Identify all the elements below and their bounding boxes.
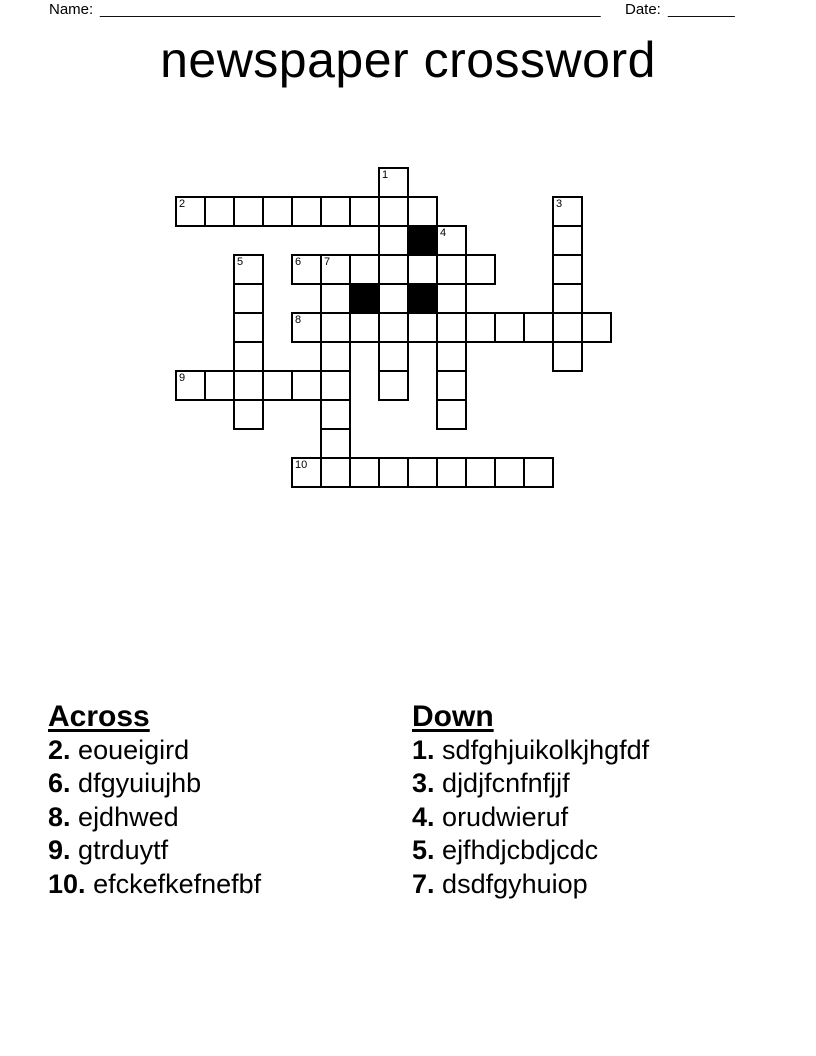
clue-item xyxy=(412,801,649,834)
grid-cell xyxy=(291,312,322,343)
clue-text: orudwieruf xyxy=(442,801,569,832)
grid-cell xyxy=(552,196,583,227)
grid-cell xyxy=(378,225,409,256)
grid-cell xyxy=(378,283,409,314)
grid-cell xyxy=(523,457,554,488)
across-clue-list xyxy=(48,734,261,901)
cell-number: 6 xyxy=(295,256,302,268)
grid-cell xyxy=(233,399,264,430)
grid-cell xyxy=(349,254,380,285)
grid-cell xyxy=(407,196,438,227)
grid-cell xyxy=(291,457,322,488)
down-clue-list xyxy=(412,734,649,901)
grid-cell xyxy=(552,341,583,372)
grid-cell xyxy=(552,254,583,285)
grid-cell xyxy=(349,196,380,227)
cell-number: 2 xyxy=(179,198,186,210)
grid-cell xyxy=(552,225,583,256)
clue-text: djdjfcnfnfjjf xyxy=(442,768,570,799)
name-blank-line: ____________________________________________________________ xyxy=(100,1,601,18)
grid-cell xyxy=(407,312,438,343)
clue-item xyxy=(412,734,649,767)
grid-cell xyxy=(262,196,293,227)
grid-cell xyxy=(436,341,467,372)
grid-cell xyxy=(233,312,264,343)
grid-cell xyxy=(233,196,264,227)
grid-cell xyxy=(291,370,322,401)
clue-item xyxy=(412,834,649,867)
grid-cell xyxy=(378,341,409,372)
grid-cell xyxy=(436,254,467,285)
grid-cell xyxy=(320,283,351,314)
grid-cell xyxy=(378,167,409,198)
cell-number: 10 xyxy=(295,459,308,471)
grid-cell xyxy=(233,283,264,314)
grid-cell xyxy=(436,457,467,488)
grid-cell xyxy=(436,370,467,401)
grid-cell xyxy=(291,196,322,227)
clue-item xyxy=(48,801,261,834)
clue-item xyxy=(48,868,261,901)
cell-number: 3 xyxy=(556,198,563,210)
grid-cell xyxy=(494,457,525,488)
grid-cell xyxy=(175,196,206,227)
clue-number: 5. xyxy=(412,835,435,866)
cell-number: 7 xyxy=(324,256,331,268)
grid-cell xyxy=(465,254,496,285)
grid-cell xyxy=(320,341,351,372)
grid-cell xyxy=(407,254,438,285)
across-heading: Across xyxy=(48,700,150,733)
grid-cell xyxy=(291,254,322,285)
grid-cell xyxy=(378,370,409,401)
clue-number: 3. xyxy=(412,768,435,799)
clue-number: 8. xyxy=(48,801,71,832)
cell-number: 8 xyxy=(295,314,302,326)
crossword-grid xyxy=(175,167,612,488)
grid-cell xyxy=(465,457,496,488)
grid-cell xyxy=(436,399,467,430)
grid-cell xyxy=(320,196,351,227)
grid-cell xyxy=(320,312,351,343)
grid-cell xyxy=(523,312,554,343)
grid-cell xyxy=(465,312,496,343)
grid-black-cell xyxy=(407,225,438,256)
clue-item xyxy=(48,834,261,867)
grid-cell xyxy=(349,312,380,343)
grid-cell xyxy=(233,370,264,401)
grid-cell xyxy=(320,399,351,430)
clue-item xyxy=(412,868,649,901)
cell-number: 1 xyxy=(382,169,389,181)
grid-cell xyxy=(552,312,583,343)
clue-number: 4. xyxy=(412,801,435,832)
grid-cell xyxy=(233,341,264,372)
clue-number: 6. xyxy=(48,768,71,799)
grid-cell xyxy=(378,457,409,488)
clue-item xyxy=(412,767,649,800)
clue-text: dfgyuiujhb xyxy=(78,768,202,799)
clue-text: sdfghjuikolkjhgfdf xyxy=(442,735,650,765)
grid-cell xyxy=(262,370,293,401)
clue-text: dsdfgyhuiop xyxy=(442,868,588,899)
grid-cell xyxy=(552,283,583,314)
clue-number: 1. xyxy=(412,735,435,765)
grid-cell xyxy=(436,312,467,343)
grid-cell xyxy=(407,457,438,488)
grid-cell xyxy=(320,254,351,285)
down-clues-section xyxy=(412,700,649,901)
date-blank-line: ________ xyxy=(668,1,735,18)
cell-number: 4 xyxy=(440,227,447,239)
down-heading: Down xyxy=(412,700,494,733)
grid-cell xyxy=(378,196,409,227)
grid-cell xyxy=(204,196,235,227)
grid-cell xyxy=(378,254,409,285)
date-label: Date: xyxy=(625,1,661,18)
across-clues-section xyxy=(48,700,261,901)
clue-text: gtrduytf xyxy=(78,835,169,866)
clue-item xyxy=(48,734,261,767)
grid-cell xyxy=(581,312,612,343)
grid-cell xyxy=(320,457,351,488)
grid-black-cell xyxy=(349,283,380,314)
grid-cell xyxy=(233,254,264,285)
grid-cell xyxy=(378,312,409,343)
clue-text: efckefkefnefbf xyxy=(93,868,262,899)
clue-number: 10. xyxy=(48,868,86,899)
grid-cell xyxy=(320,370,351,401)
page-title: newspaper crossword xyxy=(160,32,656,88)
grid-cell xyxy=(320,428,351,459)
clue-item xyxy=(48,767,261,800)
clue-number: 7. xyxy=(412,868,435,899)
grid-cell xyxy=(436,283,467,314)
grid-cell xyxy=(204,370,235,401)
clue-text: ejfhdjcbdjcdc xyxy=(442,835,599,866)
cell-number: 5 xyxy=(237,256,244,268)
name-label: Name: xyxy=(49,1,94,18)
grid-cell xyxy=(436,225,467,256)
grid-cell xyxy=(349,457,380,488)
clue-number: 2. xyxy=(48,735,71,765)
clue-text: eoueigird xyxy=(78,735,190,765)
grid-cell xyxy=(494,312,525,343)
grid-black-cell xyxy=(407,283,438,314)
clue-text: ejdhwed xyxy=(78,801,179,832)
clue-number: 9. xyxy=(48,835,71,866)
grid-cell xyxy=(175,370,206,401)
cell-number: 9 xyxy=(179,372,186,384)
